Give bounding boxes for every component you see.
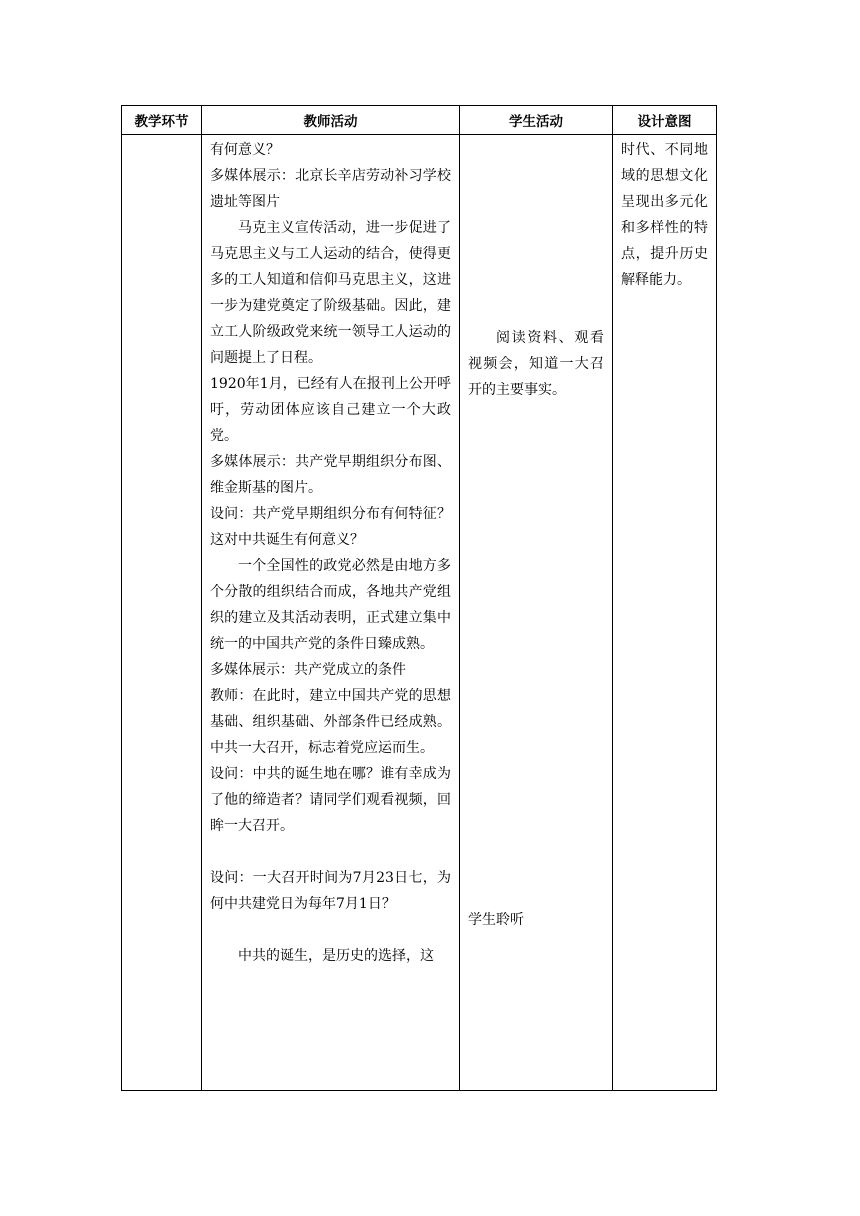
header-teaching-stage: 教学环节 [122,106,202,135]
teacher-paragraph: 设问：中共的诞生地在哪？谁有幸成为了他的缔造者？请同学们观看视频，回眸一大召开。 [210,766,451,834]
teacher-paragraph: 教师：在此时，建立中国共产党的思想基础、组织基础、外部条件已经成熟。中共一大召开，标志着党应运而生。 [210,688,451,756]
teacher-paragraph: 多媒体展示：共产党早期组织分布图、维金斯基的图片。 [210,454,451,496]
student-activity-listening: 学生聆听 [468,912,524,928]
design-intent-text: 时代、不同地域的思想文化呈现出多元化和多样性的特点，提升历史解释能力。 [621,142,708,288]
header-teacher-activity: 教师活动 [202,106,460,135]
lesson-plan-table [121,105,717,1091]
teacher-paragraph: 设问：共产党早期组织分布有何特征？这对中共诞生有何意义？ [210,506,451,548]
teacher-paragraph: 一个全国性的政党必然是由地方多个分散的组织结合而成，各地共产党组织的建立及其活动表明，正式建立集中统一的中国共产党的条件日臻成熟。 [210,558,451,652]
design-intent-cell [613,135,717,1091]
teacher-paragraph: 有何意义？ [210,142,280,158]
teacher-paragraph: 中共的诞生，是历史的选择，这 [238,948,434,964]
student-activity-reading: 阅读资料、观看视频会，知道一大召开的主要事实。 [468,330,604,398]
blank-line [210,839,451,865]
teacher-activity-text [202,135,459,969]
teacher-paragraph: 多媒体展示：共产党成立的条件 [210,662,406,678]
teacher-paragraph: 多媒体展示：北京长辛店劳动补习学校遗址等图片 [210,168,451,210]
student-activity-cell [460,135,613,1091]
teaching-stage-cell [122,135,202,1091]
blank-line [210,917,451,943]
teacher-paragraph: 1920年1月，已经有人在报刊上公开呼吁，劳动团体应该自己建立一个大政党。 [210,376,451,444]
teacher-activity-cell [202,135,460,1091]
table-row [122,135,717,1091]
header-student-activity: 学生活动 [460,106,613,135]
header-design-intent: 设计意图 [613,106,717,135]
teacher-paragraph: 马克主义宣传活动，进一步促进了马克思主义与工人运动的结合，使得更多的工人知道和信仰马克思主义，这进一步为建党奠定了阶级基础。因此，建立工人阶级政党来统一领导工人运动的问题提上了日程。 [210,220,451,366]
teacher-paragraph: 设问：一大召开时间为7月23日七，为何中共建党日为每年7月1日？ [210,870,451,912]
table-header-row [122,106,717,135]
